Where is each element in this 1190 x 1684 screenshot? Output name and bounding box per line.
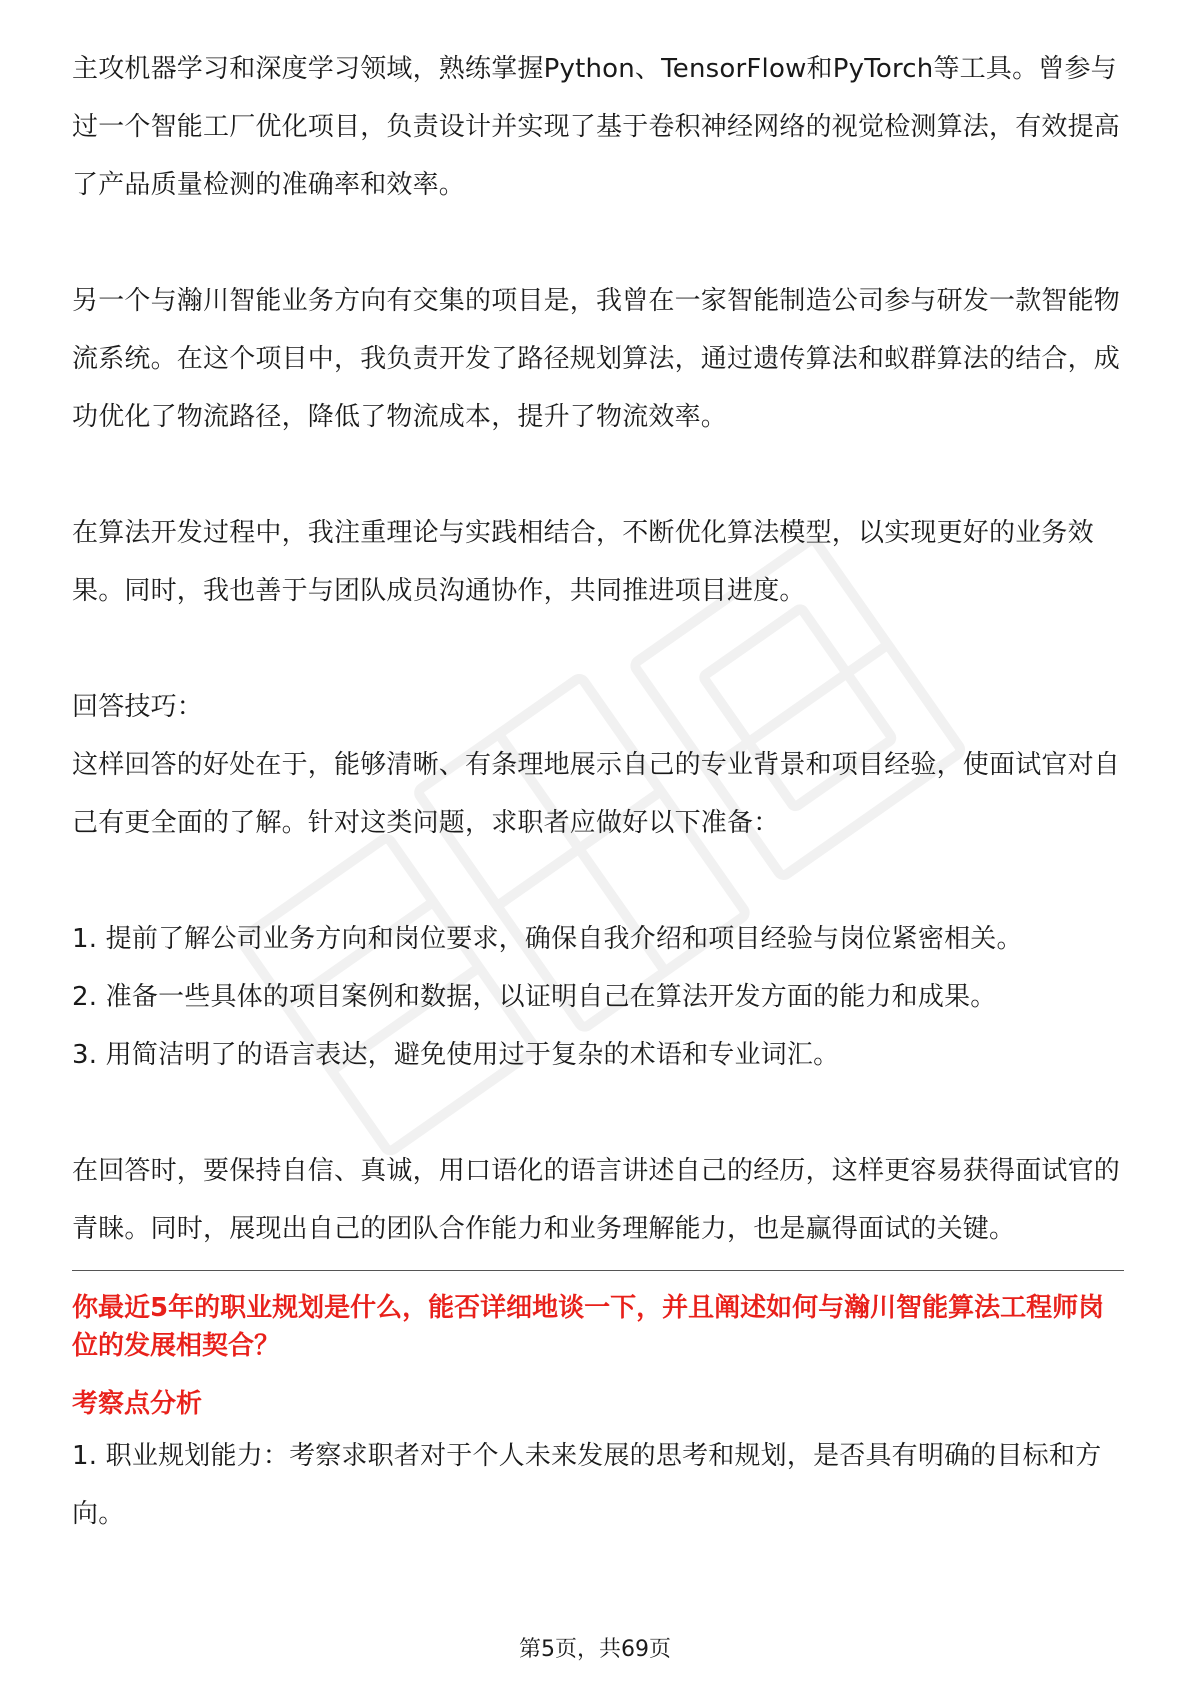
paragraph-experience: 主攻机器学习和深度学习领域，熟练掌握Python、TensorFlow和PyTorch等工具。曾参与过一个智能工厂优化项目，负责设计并实现了基于卷积神经网络的视觉检测算法，有效提高了产品质量检测的准确率和效率。 — [72, 54, 1121, 200]
tips-item: 3. 用简洁明了的语言表达，避免使用过于复杂的术语和专业词汇。 — [72, 1040, 840, 1070]
document-body — [72, 40, 1124, 1543]
tips-heading: 回答技巧： — [72, 692, 204, 722]
analysis-point: 1. 职业规划能力：考察求职者对于个人未来发展的思考和规划，是否具有明确的目标和方向。 — [72, 1441, 1102, 1529]
analysis-heading: 考察点分析 — [72, 1389, 203, 1419]
tips-closing: 在回答时，要保持自信、真诚，用口语化的语言讲述自己的经历，这样更容易获得面试官的青睐。同时，展现出自己的团队合作能力和业务理解能力，也是赢得面试的关键。 — [72, 1156, 1121, 1244]
tips-item: 1. 提前了解公司业务方向和岗位要求，确保自我介绍和项目经验与岗位紧密相关。 — [72, 924, 1023, 954]
section-divider — [72, 1270, 1124, 1271]
page-number: 第5页，共69页 — [519, 1637, 671, 1662]
paragraph-logistics-project: 另一个与瀚川智能业务方向有交集的项目是，我曾在一家智能制造公司参与研发一款智能物流系统。在这个项目中，我负责开发了路径规划算法，通过遗传算法和蚁群算法的结合，成功优化了物流路径，降低了物流成本，提升了物流效率。 — [72, 286, 1121, 432]
tips-intro: 这样回答的好处在于，能够清晰、有条理地展示自己的专业背景和项目经验，使面试官对自己有更全面的了解。针对这类问题，求职者应做好以下准备： — [72, 750, 1121, 838]
question-title: 你最近5年的职业规划是什么，能否详细地谈一下，并且阐述如何与瀚川智能算法工程师岗位的发展相契合？ — [72, 1293, 1105, 1361]
paragraph-approach: 在算法开发过程中，我注重理论与实践相结合，不断优化算法模型，以实现更好的业务效果。同时，我也善于与团队成员沟通协作，共同推进项目进度。 — [72, 518, 1094, 606]
tips-item: 2. 准备一些具体的项目案例和数据，以证明自己在算法开发方面的能力和成果。 — [72, 982, 997, 1012]
